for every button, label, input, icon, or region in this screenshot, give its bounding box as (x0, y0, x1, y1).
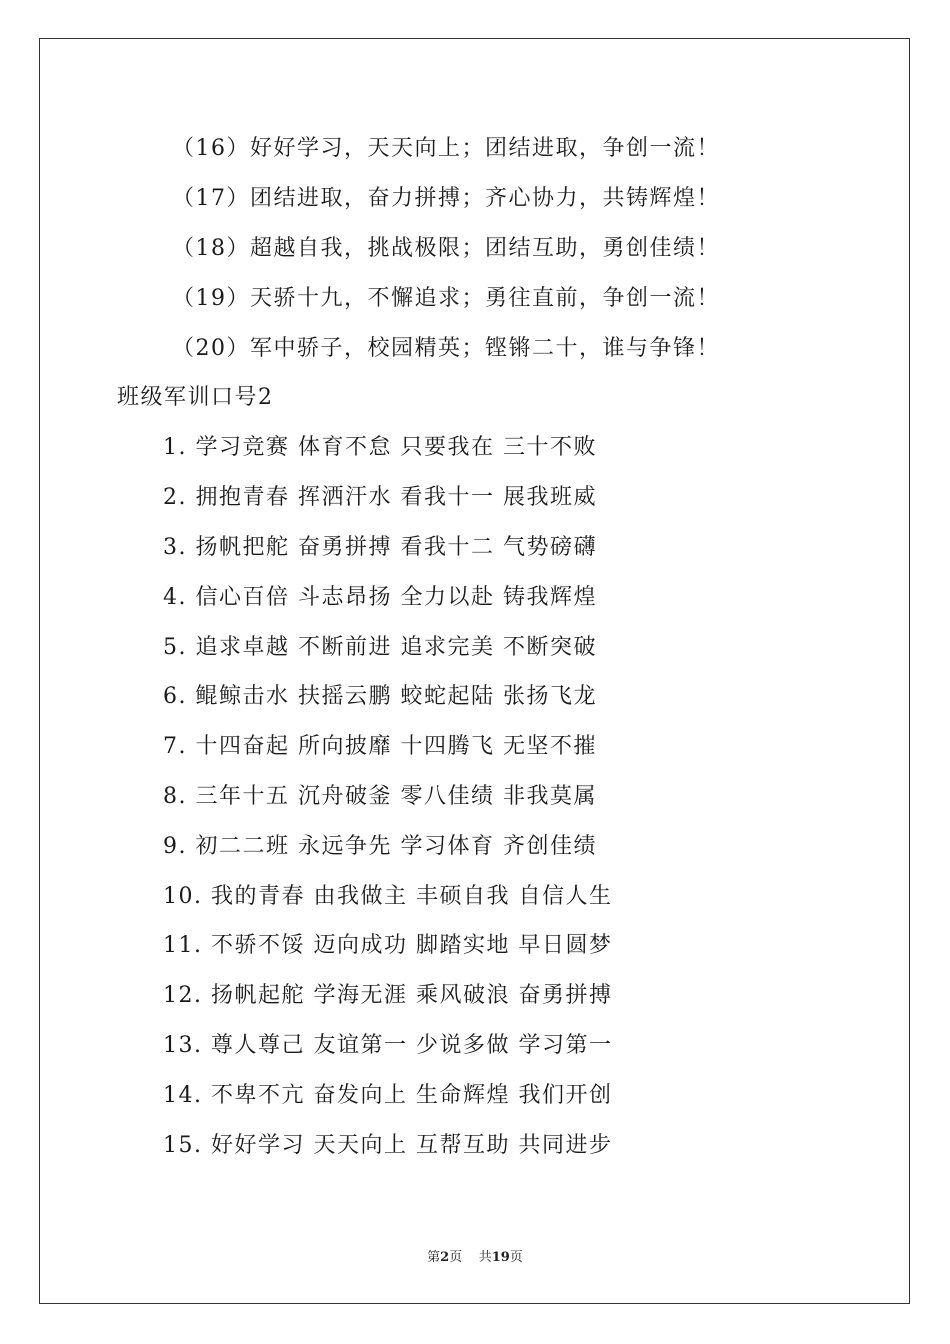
section-heading: 班级军训口号2 (117, 385, 274, 410)
slogan-19: （19）天骄十九，不懈追求；勇往直前，争创一流！ (172, 286, 720, 311)
slogan-item-2: 2. 拥抱青春 挥洒汗水 看我十一 展我班威 (163, 485, 597, 510)
slogan-item-3: 3. 扬帆把舵 奋勇拼搏 看我十二 气势磅礴 (163, 535, 597, 560)
slogan-item-10: 10. 我的青春 由我做主 丰硕自我 自信人生 (163, 884, 613, 909)
page-border (39, 38, 910, 1304)
slogan-item-6: 6. 鲲鲸击水 扶摇云鹏 蛟蛇起陆 张扬飞龙 (163, 684, 597, 709)
page-footer (0, 1246, 950, 1265)
page-prefix: 第 (427, 1250, 441, 1265)
page-suffix: 页 (449, 1250, 463, 1265)
slogan-item-4: 4. 信心百倍 斗志昂扬 全力以赴 铸我辉煌 (163, 585, 597, 610)
slogan-item-12: 12. 扬帆起舵 学海无涯 乘风破浪 奋勇拼搏 (163, 983, 613, 1008)
slogan-item-14: 14. 不卑不亢 奋发向上 生命辉煌 我们开创 (163, 1083, 613, 1108)
slogan-item-13: 13. 尊人尊己 友谊第一 少说多做 学习第一 (163, 1033, 613, 1058)
slogan-item-8: 8. 三年十五 沉舟破釜 零八佳绩 非我莫属 (163, 784, 597, 809)
total-prefix: 共 (478, 1250, 492, 1265)
slogan-20: （20）军中骄子，校园精英；铿锵二十，谁与争锋！ (172, 336, 720, 361)
slogan-18: （18）超越自我，挑战极限；团结互助，勇创佳绩！ (172, 236, 720, 261)
total-suffix: 页 (509, 1250, 523, 1265)
slogan-17: （17）团结进取，奋力拼搏；齐心协力，共铸辉煌！ (172, 186, 720, 211)
slogan-item-15: 15. 好好学习 天天向上 互帮互助 共同进步 (163, 1133, 613, 1158)
page-total: 19 (491, 1250, 510, 1265)
slogan-item-7: 7. 十四奋起 所向披靡 十四腾飞 无坚不摧 (163, 734, 597, 759)
slogan-item-1: 1. 学习竞赛 体育不怠 只要我在 三十不败 (163, 435, 597, 460)
slogan-item-11: 11. 不骄不馁 迈向成功 脚踏实地 早日圆梦 (163, 933, 613, 958)
page-current: 2 (440, 1250, 450, 1265)
slogan-item-5: 5. 追求卓越 不断前进 追求完美 不断突破 (163, 635, 597, 660)
slogan-item-9: 9. 初二二班 永远争先 学习体育 齐创佳绩 (163, 834, 597, 859)
slogan-16: （16）好好学习，天天向上；团结进取，争创一流！ (172, 136, 720, 161)
